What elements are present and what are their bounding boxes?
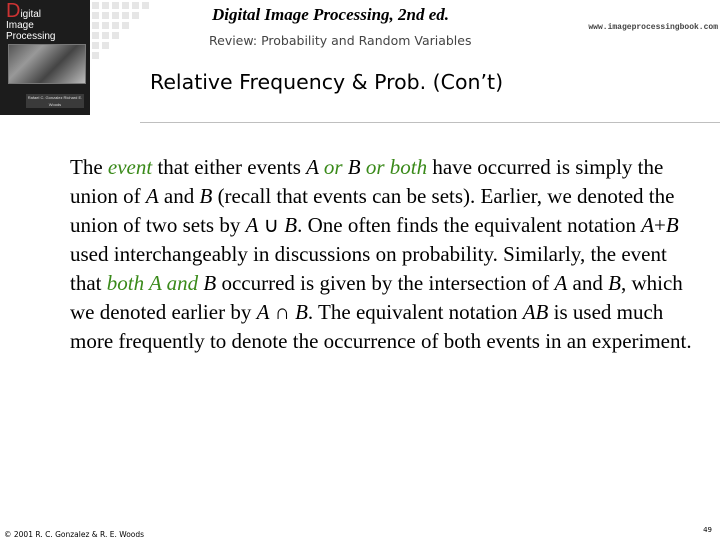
text-segment: B	[608, 271, 621, 295]
text-segment: A	[641, 213, 655, 237]
text-segment: that either events	[152, 155, 307, 179]
text-segment: or both	[360, 155, 428, 179]
text-segment: +	[654, 213, 666, 237]
book-title: Digital Image Processing, 2nd ed.	[212, 5, 450, 24]
text-segment: A	[145, 184, 159, 208]
text-segment: and	[567, 271, 609, 295]
text-segment: event	[107, 155, 153, 179]
text-segment: B	[665, 213, 679, 237]
text-segment: (recall that events can be sets). Earlier, we denoted the union of two sets by	[70, 184, 675, 237]
text-segment: both A and	[106, 271, 199, 295]
book-website-url: www.imageprocessingbook.com	[588, 23, 718, 32]
text-segment: ∪	[258, 213, 285, 237]
text-segment: . The equivalent notation	[307, 300, 523, 324]
book-cover-image	[0, 0, 90, 115]
text-segment: or	[318, 155, 348, 179]
slide-title: Relative Frequency & Prob. (Con’t)	[150, 70, 504, 94]
text-segment: B	[295, 300, 308, 324]
text-segment: have occurred is simply the union of	[70, 155, 664, 208]
text-segment: . One often finds the equivalent notation	[297, 213, 642, 237]
text-segment: The	[70, 155, 108, 179]
copyright-notice: © 2001 R. C. Gonzalez & R. E. Woods	[4, 530, 145, 539]
body-paragraph	[70, 153, 700, 356]
text-segment: A	[554, 271, 568, 295]
text-segment: B	[347, 155, 361, 179]
text-segment: , which we denoted earlier by	[70, 271, 683, 324]
chapter-subtitle: Review: Probability and Random Variables	[209, 33, 472, 48]
text-segment: AB	[522, 300, 549, 324]
text-segment: ∩	[269, 300, 296, 324]
text-segment: and	[158, 184, 200, 208]
title-divider	[140, 122, 720, 123]
text-segment: B	[199, 184, 213, 208]
text-segment: B	[284, 213, 298, 237]
book-cover-title: Digital Image Processing	[6, 0, 56, 42]
text-segment: A	[306, 155, 319, 179]
book-cover-authors: Rafael C. Gonzalez Richard E. Woods	[27, 95, 83, 107]
text-segment: B	[203, 271, 217, 295]
text-segment: A	[256, 300, 270, 324]
book-cover-art	[8, 44, 86, 84]
text-segment: occurred is given by the intersection of	[216, 271, 555, 295]
text-segment: is used much more frequently to denote the occurrence of both events in an experiment.	[70, 300, 692, 353]
text-segment: A	[245, 213, 259, 237]
text-segment: used interchangeably in discussions on probability. Similarly, the event that	[70, 242, 667, 295]
page-number: 49	[703, 526, 712, 534]
